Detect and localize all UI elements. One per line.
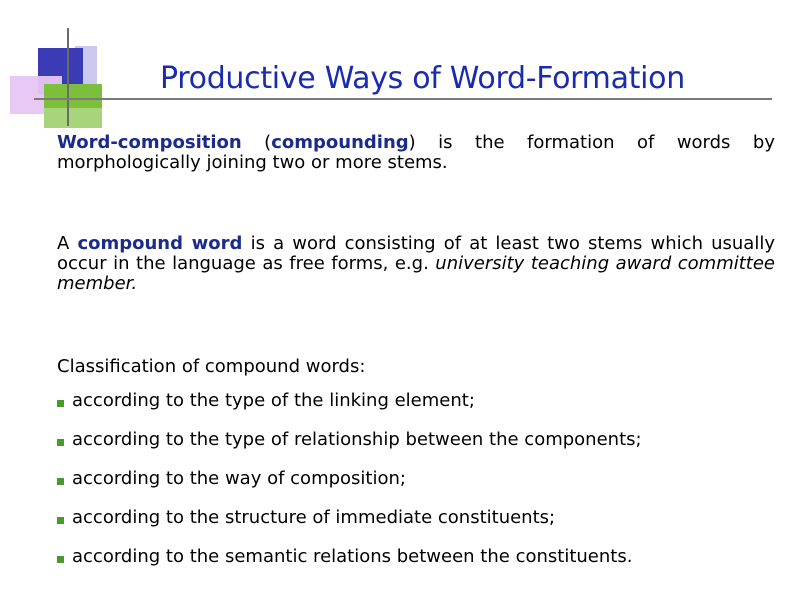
decorative-square-light-green [44, 108, 102, 128]
paren-open: ( [241, 132, 272, 153]
term-compounding: compounding [271, 132, 409, 153]
list-item-text: according to the semantic relations between the constituents. [72, 546, 633, 567]
list-item [57, 429, 642, 468]
bullet-icon [57, 400, 64, 407]
list-item-text: according to the type of the linking element; [72, 390, 475, 411]
composition-definition [57, 133, 775, 173]
bullet-icon [57, 556, 64, 563]
bullet-icon [57, 439, 64, 446]
list-item-text: according to the type of relationship between the components; [72, 429, 642, 450]
list-item [57, 390, 642, 429]
classification-list [57, 390, 642, 585]
definition-text: ) is the formation of words by morphologically joining two or more stems. [57, 132, 775, 173]
term-compound-word: compound word [77, 233, 243, 254]
list-item [57, 546, 642, 585]
list-item [57, 468, 642, 507]
bullet-icon [57, 517, 64, 524]
list-item-text: according to the way of composition; [72, 468, 406, 489]
slide-title: Productive Ways of Word-Formation [160, 61, 685, 96]
definition-text: is a word consisting of at least two stems which usually occur in the language as free forms, e.g. [57, 233, 775, 274]
decorative-vertical-line [67, 28, 69, 126]
list-item [57, 507, 642, 546]
example-text: university teaching award committee member. [57, 253, 775, 294]
definition-lead: A [57, 233, 78, 254]
title-divider-line [34, 98, 772, 100]
term-word-composition: Word-composition [57, 132, 242, 153]
compound-word-definition [57, 234, 775, 294]
list-item-text: according to the structure of immediate constituents; [72, 507, 556, 528]
classification-heading: Classification of compound words: [57, 356, 366, 377]
bullet-icon [57, 478, 64, 485]
